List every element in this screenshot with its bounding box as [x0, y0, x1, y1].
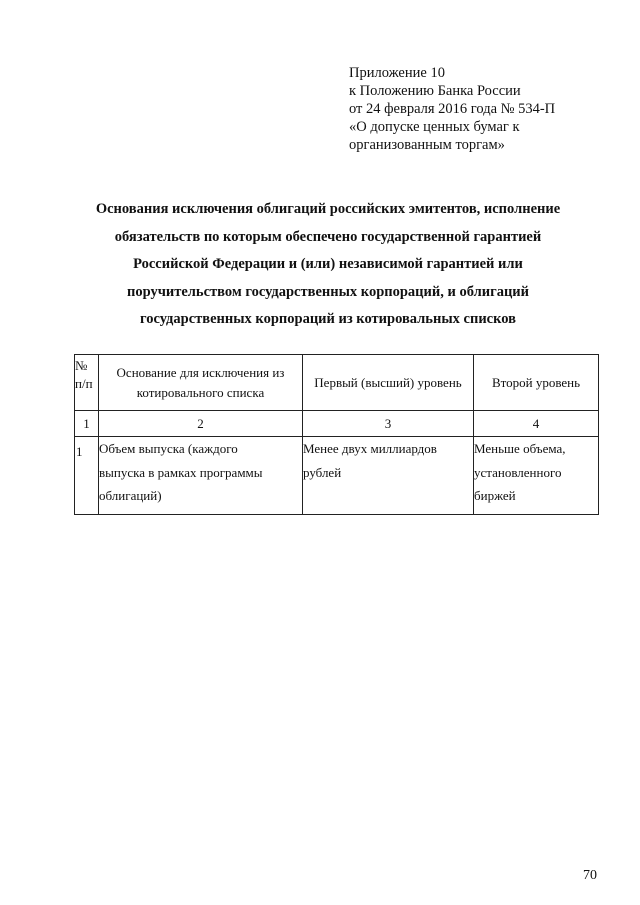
header-basis-line1: Основание для исключения из — [116, 364, 285, 380]
cell-line: выпуска в рамках программы — [99, 464, 263, 480]
title-line: Основания исключения облигаций российских эмитентов, исполнение — [95, 201, 561, 217]
page-number: 70 — [583, 868, 597, 883]
header-number-line1: № — [75, 358, 88, 373]
title-line: государственных корпораций из котировальных списков — [139, 311, 516, 327]
table-header-row — [75, 355, 599, 411]
column-number: 2 — [99, 411, 303, 437]
row-number: 1 — [75, 437, 99, 515]
cell-line: Меньше объема, — [474, 441, 566, 456]
header-basis — [99, 355, 303, 411]
appendix-line: организованным торгам» — [349, 137, 505, 153]
header-first-level: Первый (высший) уровень — [303, 355, 474, 411]
appendix-header — [349, 64, 629, 154]
exclusion-criteria-table — [74, 354, 599, 515]
column-number: 1 — [75, 411, 99, 437]
row-basis — [99, 437, 303, 515]
header-number — [75, 355, 99, 411]
header-basis-line2: котировального списка — [136, 384, 265, 400]
appendix-line: Приложение 10 — [349, 65, 445, 81]
column-number: 3 — [303, 411, 474, 437]
cell-line: Менее двух миллиардов — [303, 441, 437, 456]
column-number-row — [75, 411, 599, 437]
header-number-line2: п/п — [75, 376, 93, 391]
title-line: Российской Федерации и (или) независимой гарантией или — [133, 256, 523, 272]
table-row — [75, 437, 599, 515]
document-title — [70, 196, 586, 334]
cell-line: рублей — [303, 464, 342, 480]
column-number: 4 — [474, 411, 599, 437]
appendix-line: «О допуске ценных бумаг к — [349, 119, 520, 135]
row-second-level — [474, 437, 599, 515]
cell-line: Объем выпуска (каждого — [99, 441, 238, 456]
title-line: поручительством государственных корпораций, и облигаций — [126, 283, 530, 300]
appendix-line: от 24 февраля 2016 года № 534-П — [349, 101, 556, 117]
appendix-line: к Положению Банка России — [349, 83, 521, 99]
row-first-level — [303, 437, 474, 515]
title-line: обязательств по которым обеспечено государственной гарантией — [114, 228, 542, 245]
cell-line: установленного биржей — [474, 464, 562, 503]
cell-line: облигаций) — [99, 488, 162, 503]
header-second-level: Второй уровень — [474, 355, 599, 411]
